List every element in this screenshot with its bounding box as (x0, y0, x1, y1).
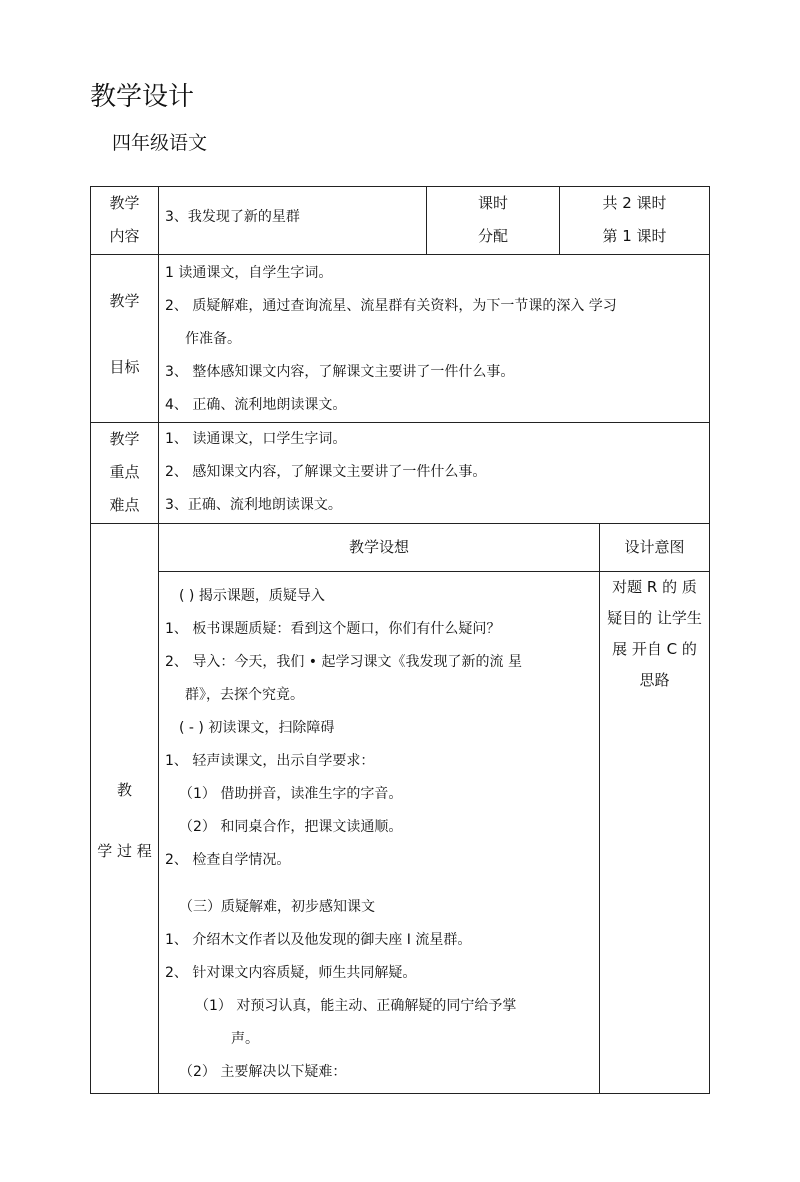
alloc-value-1: 共 2 课时 (602, 194, 667, 212)
document-title: 教学设计 (90, 82, 195, 112)
goals-content-cell (159, 255, 710, 423)
focus-line: 2、 感知课文内容，了解课文主要讲了一件什么事。 (165, 464, 487, 480)
process-line: （三）质疑解难，初步感知课文 (179, 899, 375, 915)
focus-line: 1、 读通课文，口学生字词。 (165, 431, 347, 447)
content-row (91, 187, 710, 255)
intent-content-cell (600, 572, 710, 1094)
process-line: ( - ) 初读课文，扫除障碍 (179, 720, 335, 736)
process-line: 1、 板书课题质疑：看到这个题口，你们有什么疑问？ (165, 621, 501, 637)
process-label-top: 教 (116, 781, 132, 799)
goals-row (91, 255, 710, 423)
process-label-bottom: 学 过 程 (97, 842, 152, 860)
alloc-value-cell (560, 187, 710, 255)
process-line: 1、 轻声读课文，出示自学要求： (165, 753, 375, 769)
alloc-label-1: 课时 (477, 194, 508, 212)
focus-line: 3、正确、流利地朗读课文。 (165, 497, 342, 513)
lesson-title: 3、我发现了新的星群 (165, 209, 300, 225)
focus-label-3: 难点 (109, 496, 140, 514)
intent-line: 展 开自 C 的 (612, 640, 697, 658)
intent-line: 对题 R 的 质 (612, 578, 697, 596)
intent-header: 设计意图 (624, 538, 685, 556)
goal-line: 4、 正确、流利地朗读课文。 (165, 397, 347, 413)
process-line: 声。 (231, 1031, 259, 1047)
document-subtitle: 四年级语文 (112, 132, 208, 154)
process-content-cell (159, 572, 600, 1094)
focus-content-cell (159, 423, 710, 524)
goal-line: 作准备。 (185, 331, 241, 347)
lesson-title-cell (159, 187, 427, 255)
design-header-cell (159, 524, 600, 572)
process-line: 2、 检查自学情况。 (165, 852, 291, 868)
process-line: 群》，去探个究竟。 (185, 687, 304, 703)
goals-label-2: 目标 (109, 358, 140, 376)
process-header-row (91, 524, 710, 572)
goal-line: 1 读通课文，自学生字词。 (165, 265, 333, 281)
process-line: 2、 针对课文内容质疑，师生共同解疑。 (165, 965, 417, 981)
alloc-value-2: 第 1 课时 (602, 227, 667, 245)
focus-label-1: 教学 (109, 430, 140, 448)
process-content-row (91, 572, 710, 1094)
alloc-label-2: 分配 (477, 227, 508, 245)
process-line: 1、 介绍木文作者以及他发现的御夫座 I 流星群。 (165, 932, 472, 948)
focus-row (91, 423, 710, 524)
focus-label-cell (91, 423, 159, 524)
goals-label-cell (91, 255, 159, 423)
content-label-1: 教学 (109, 194, 140, 212)
goals-label-1: 教学 (109, 292, 140, 310)
process-line: （2） 主要解决以下疑难： (179, 1064, 347, 1080)
goal-line: 2、 质疑解难，通过查询流星、流星群有关资料，为下一节课的深入 学习 (165, 298, 617, 314)
process-line: 2、 导入：今天，我们 • 起学习课文《我发现了新的流 星 (165, 654, 522, 670)
intent-header-cell (600, 524, 710, 572)
goal-line: 3、 整体感知课文内容，了解课文主要讲了一件什么事。 (165, 364, 515, 380)
alloc-label-cell (427, 187, 560, 255)
process-line: （2） 和同桌合作，把课文读通顺。 (179, 819, 403, 835)
focus-label-2: 重点 (109, 463, 140, 481)
content-label-cell (91, 187, 159, 255)
content-label-2: 内容 (109, 227, 140, 245)
intent-line: 疑目的 让学生 (607, 609, 702, 627)
design-header: 教学设想 (348, 538, 409, 556)
process-line: （1） 借助拼音，读准生字的字音。 (179, 786, 403, 802)
process-label-cell (91, 524, 159, 1094)
lesson-plan-table (90, 186, 710, 1094)
process-line: ( ) 揭示课题，质疑导入 (179, 588, 325, 604)
process-line: （1） 对预习认真，能主动、正确解疑的同宁给予掌 (195, 998, 517, 1014)
intent-line: 思路 (639, 671, 670, 689)
